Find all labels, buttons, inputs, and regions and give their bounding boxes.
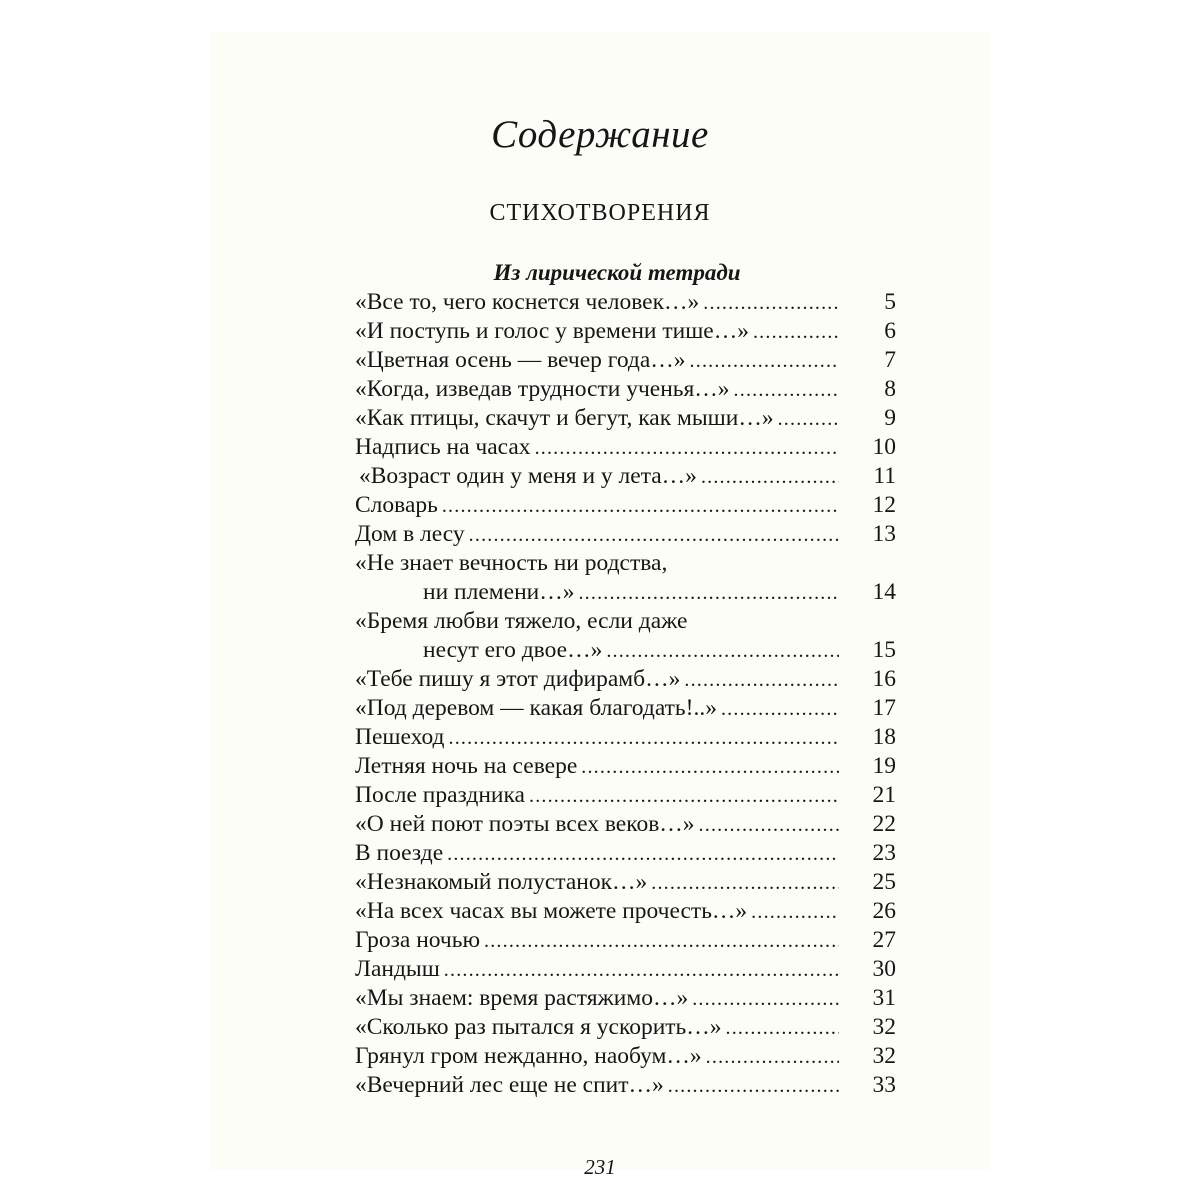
toc-entry-title: Ландыш	[355, 956, 440, 982]
leader-dots	[774, 404, 839, 433]
leader-dots	[445, 723, 839, 752]
toc-entry-title: «На всех часах вы можете прочесть…»	[355, 898, 748, 924]
toc-entry	[355, 781, 896, 810]
toc-page-number: 19	[872, 753, 896, 779]
leader-dots	[686, 346, 839, 375]
toc-page-number: 8	[884, 376, 896, 402]
toc-entry-title: «Все то, чего коснется человек…»	[355, 289, 700, 315]
toc-entry	[355, 723, 896, 752]
toc-page-number: 33	[872, 1072, 896, 1098]
toc-entry	[355, 665, 896, 694]
toc-page-number: 6	[884, 318, 896, 344]
toc-entry	[355, 694, 896, 723]
leader-dots	[438, 491, 839, 520]
toc-entry-title-continued: ни племени…»	[423, 579, 575, 605]
leader-dots	[680, 665, 839, 694]
toc-entry	[355, 839, 896, 868]
toc-entry	[355, 520, 896, 549]
leader-dots	[647, 868, 839, 897]
toc-entry-title: Пешеход	[355, 724, 445, 750]
toc-entry	[355, 955, 896, 984]
toc-entry-title: «Незнакомый полустанок…»	[355, 869, 648, 895]
toc-entry	[355, 404, 896, 433]
toc-entry-title: «Бремя любви тяжело, если даже	[355, 608, 688, 634]
toc-entry	[355, 607, 896, 665]
leader-dots	[577, 752, 839, 781]
toc-page-number: 16	[872, 666, 896, 692]
table-of-contents	[355, 288, 896, 1100]
section-title: СТИХОТВОРЕНИЯ	[489, 200, 711, 226]
toc-entry-title: «О ней поют поэты всех веков…»	[355, 811, 695, 837]
toc-entry	[355, 897, 896, 926]
toc-entry-title: Надпись на часах	[355, 434, 531, 460]
toc-entry-title: «И поступь и голос у времени тише…»	[355, 318, 749, 344]
page-heading: Содержание	[491, 113, 709, 156]
toc-page-number: 23	[872, 840, 896, 866]
toc-entry-title: «Возраст один у меня и у лета…»	[359, 463, 697, 489]
leader-dots	[699, 288, 839, 317]
leader-dots	[574, 578, 839, 607]
leader-dots	[531, 433, 839, 462]
book-page	[211, 32, 989, 1179]
toc-entry-title: После праздника	[355, 782, 525, 808]
toc-entry-title: «Мы знаем: время растяжимо…»	[355, 985, 689, 1011]
toc-entry	[355, 375, 896, 404]
leader-dots	[443, 839, 839, 868]
toc-page-number: 18	[872, 724, 896, 750]
toc-page-number: 31	[872, 985, 896, 1011]
toc-entry	[355, 984, 896, 1013]
toc-entry-title: «Цветная осень — вечер года…»	[355, 347, 686, 373]
toc-entry-title: «Не знает вечность ни родства,	[355, 550, 668, 576]
leader-dots	[480, 926, 839, 955]
toc-entry	[355, 1042, 896, 1071]
leader-dots	[722, 1013, 839, 1042]
subsection-title: Из лирической тетради	[493, 260, 741, 285]
toc-entry	[355, 491, 896, 520]
toc-page-number: 30	[872, 956, 896, 982]
toc-entry-title: «Под деревом — какая благодать!..»	[355, 695, 717, 721]
toc-page-number: 7	[884, 347, 896, 373]
leader-dots	[747, 897, 839, 926]
toc-page-number: 21	[872, 782, 896, 808]
toc-page-number: 25	[872, 869, 896, 895]
toc-page-number: 12	[872, 492, 896, 518]
toc-page-number: 26	[872, 898, 896, 924]
leader-dots	[749, 317, 839, 346]
toc-entry-title: Грянул гром нежданно, наобум…»	[355, 1043, 702, 1069]
toc-entry-title: Словарь	[355, 492, 438, 518]
leader-dots	[702, 1042, 839, 1071]
leader-dots	[602, 636, 839, 665]
toc-entry	[355, 462, 896, 491]
toc-entry-title-continued: несут его двое…»	[423, 637, 603, 663]
toc-page-number: 22	[872, 811, 896, 837]
leader-dots	[525, 781, 839, 810]
toc-entry	[355, 1071, 896, 1100]
toc-entry	[355, 317, 896, 346]
toc-page-number: 11	[873, 463, 896, 489]
toc-entry-title: «Вечерний лес еще не спит…»	[355, 1072, 664, 1098]
toc-entry	[355, 1013, 896, 1042]
toc-page-number: 32	[872, 1014, 896, 1040]
leader-dots	[730, 375, 839, 404]
toc-entry-title: Летняя ночь на севере	[355, 753, 578, 779]
toc-entry-title: «Тебе пишу я этот дифирамб…»	[355, 666, 681, 692]
leader-dots	[465, 520, 839, 549]
toc-entry-title: Гроза ночью	[355, 927, 481, 953]
toc-page-number: 13	[872, 521, 896, 547]
toc-entry	[355, 868, 896, 897]
toc-entry-title: «Как птицы, скачут и бегут, как мыши…»	[355, 405, 774, 431]
leader-dots	[697, 462, 839, 491]
toc-entry	[355, 752, 896, 781]
leader-dots	[717, 694, 839, 723]
toc-entry	[355, 288, 896, 317]
leader-dots	[695, 810, 839, 839]
toc-entry	[355, 549, 896, 607]
page-folio-number: 231	[584, 1155, 616, 1179]
toc-entry	[355, 346, 896, 375]
toc-page-number: 27	[872, 927, 896, 953]
toc-page-number: 10	[872, 434, 896, 460]
toc-entry	[355, 433, 896, 462]
leader-dots	[664, 1071, 839, 1100]
toc-page-number: 5	[884, 289, 896, 315]
toc-entry-title: «Когда, изведав трудности ученья…»	[355, 376, 730, 402]
toc-entry-title: Дом в лесу	[355, 521, 465, 547]
toc-entry-title: «Сколько раз пытался я ускорить…»	[355, 1014, 722, 1040]
toc-entry-title: В поезде	[355, 840, 444, 866]
toc-entry	[355, 926, 896, 955]
leader-dots	[688, 984, 839, 1013]
toc-page-number: 14	[872, 579, 896, 605]
toc-entry	[355, 810, 896, 839]
toc-page-number: 15	[872, 637, 896, 663]
toc-page-number: 17	[872, 695, 896, 721]
toc-page-number: 9	[884, 405, 896, 431]
toc-page-number: 32	[872, 1043, 896, 1069]
leader-dots	[440, 955, 839, 984]
